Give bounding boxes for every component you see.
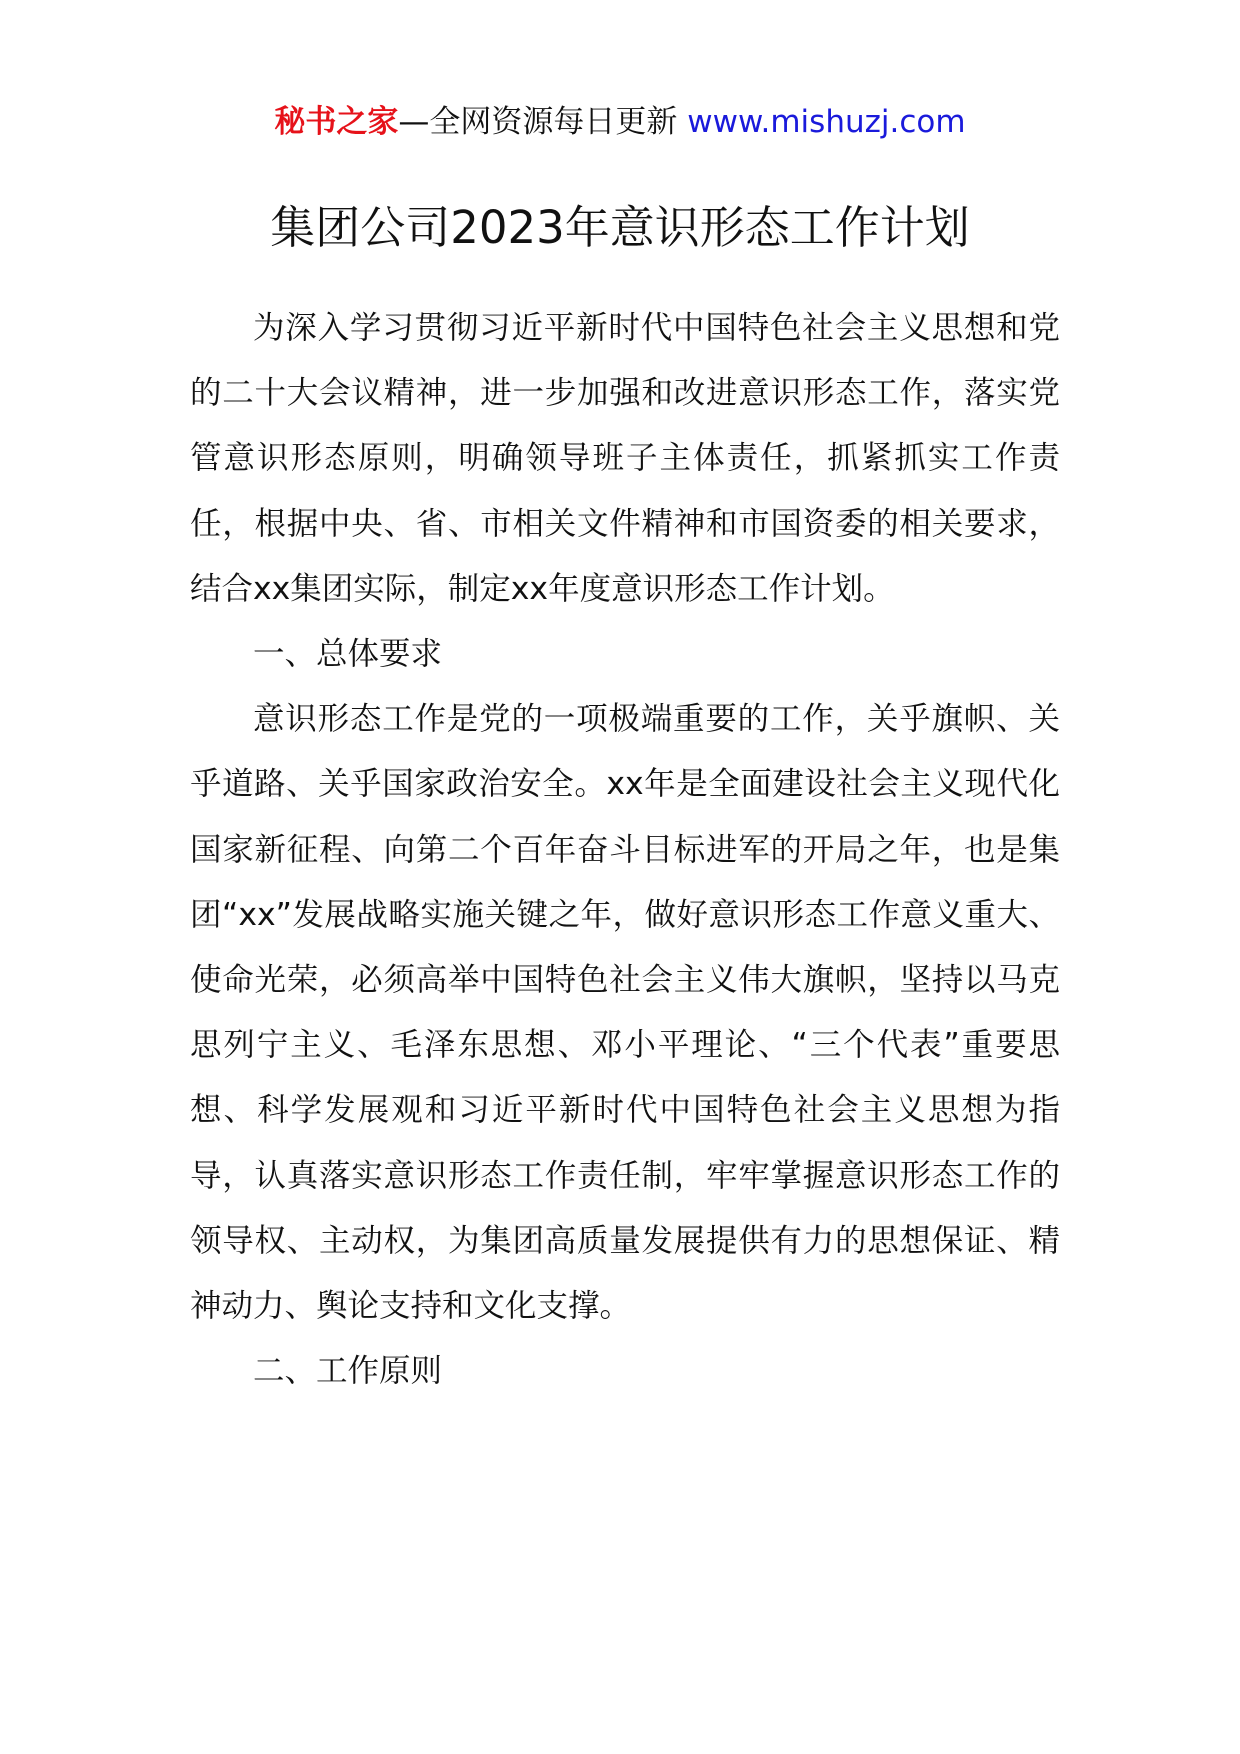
document-title: 集团公司2023年意识形态工作计划 — [270, 201, 970, 254]
intro-paragraph: 为深入学习贯彻习近平新时代中国特色社会主义思想和党的二十大会议精神，进一步加强和改进意识形态工作，落实党管意识形态原则，明确领导班子主体责任，抓紧抓实工作责任，根据中央、省、市相关文件精神和市国资委的相关要求，结合xx集团实际，制定xx年度意识形态工作计划。 — [190, 310, 1060, 607]
document-body — [190, 296, 1060, 1404]
section-heading-work-principles: 二、工作原则 — [253, 1353, 443, 1390]
site-slogan: —全网资源每日更新 — [398, 104, 678, 140]
site-header — [0, 100, 1240, 144]
section-heading-general-requirements: 一、总体要求 — [253, 636, 443, 673]
site-url-link[interactable]: www.mishuzj.com — [687, 104, 966, 140]
general-requirements-paragraph: 意识形态工作是党的一项极端重要的工作，关乎旗帜、关乎道路、关乎国家政治安全。xx年是全面建设社会主义现代化国家新征程、向第二个百年奋斗目标进军的开局之年，也是集团“xx”发展战略实施关键之年，做好意识形态工作意义重大、使命光荣，必须高举中国特色社会主义伟大旗帜，坚持以马克思列宁主义、毛泽东思想、邓小平理论、“三个代表”重要思想、科学发展观和习近平新时代中国特色社会主义思想为指导，认真落实意识形态工作责任制，牢牢掌握意识形态工作的领导权、主动权，为集团高质量发展提供有力的思想保证、精神动力、舆论支持和文化支撑。 — [190, 701, 1060, 1325]
site-brand: 秘书之家 — [274, 104, 399, 140]
